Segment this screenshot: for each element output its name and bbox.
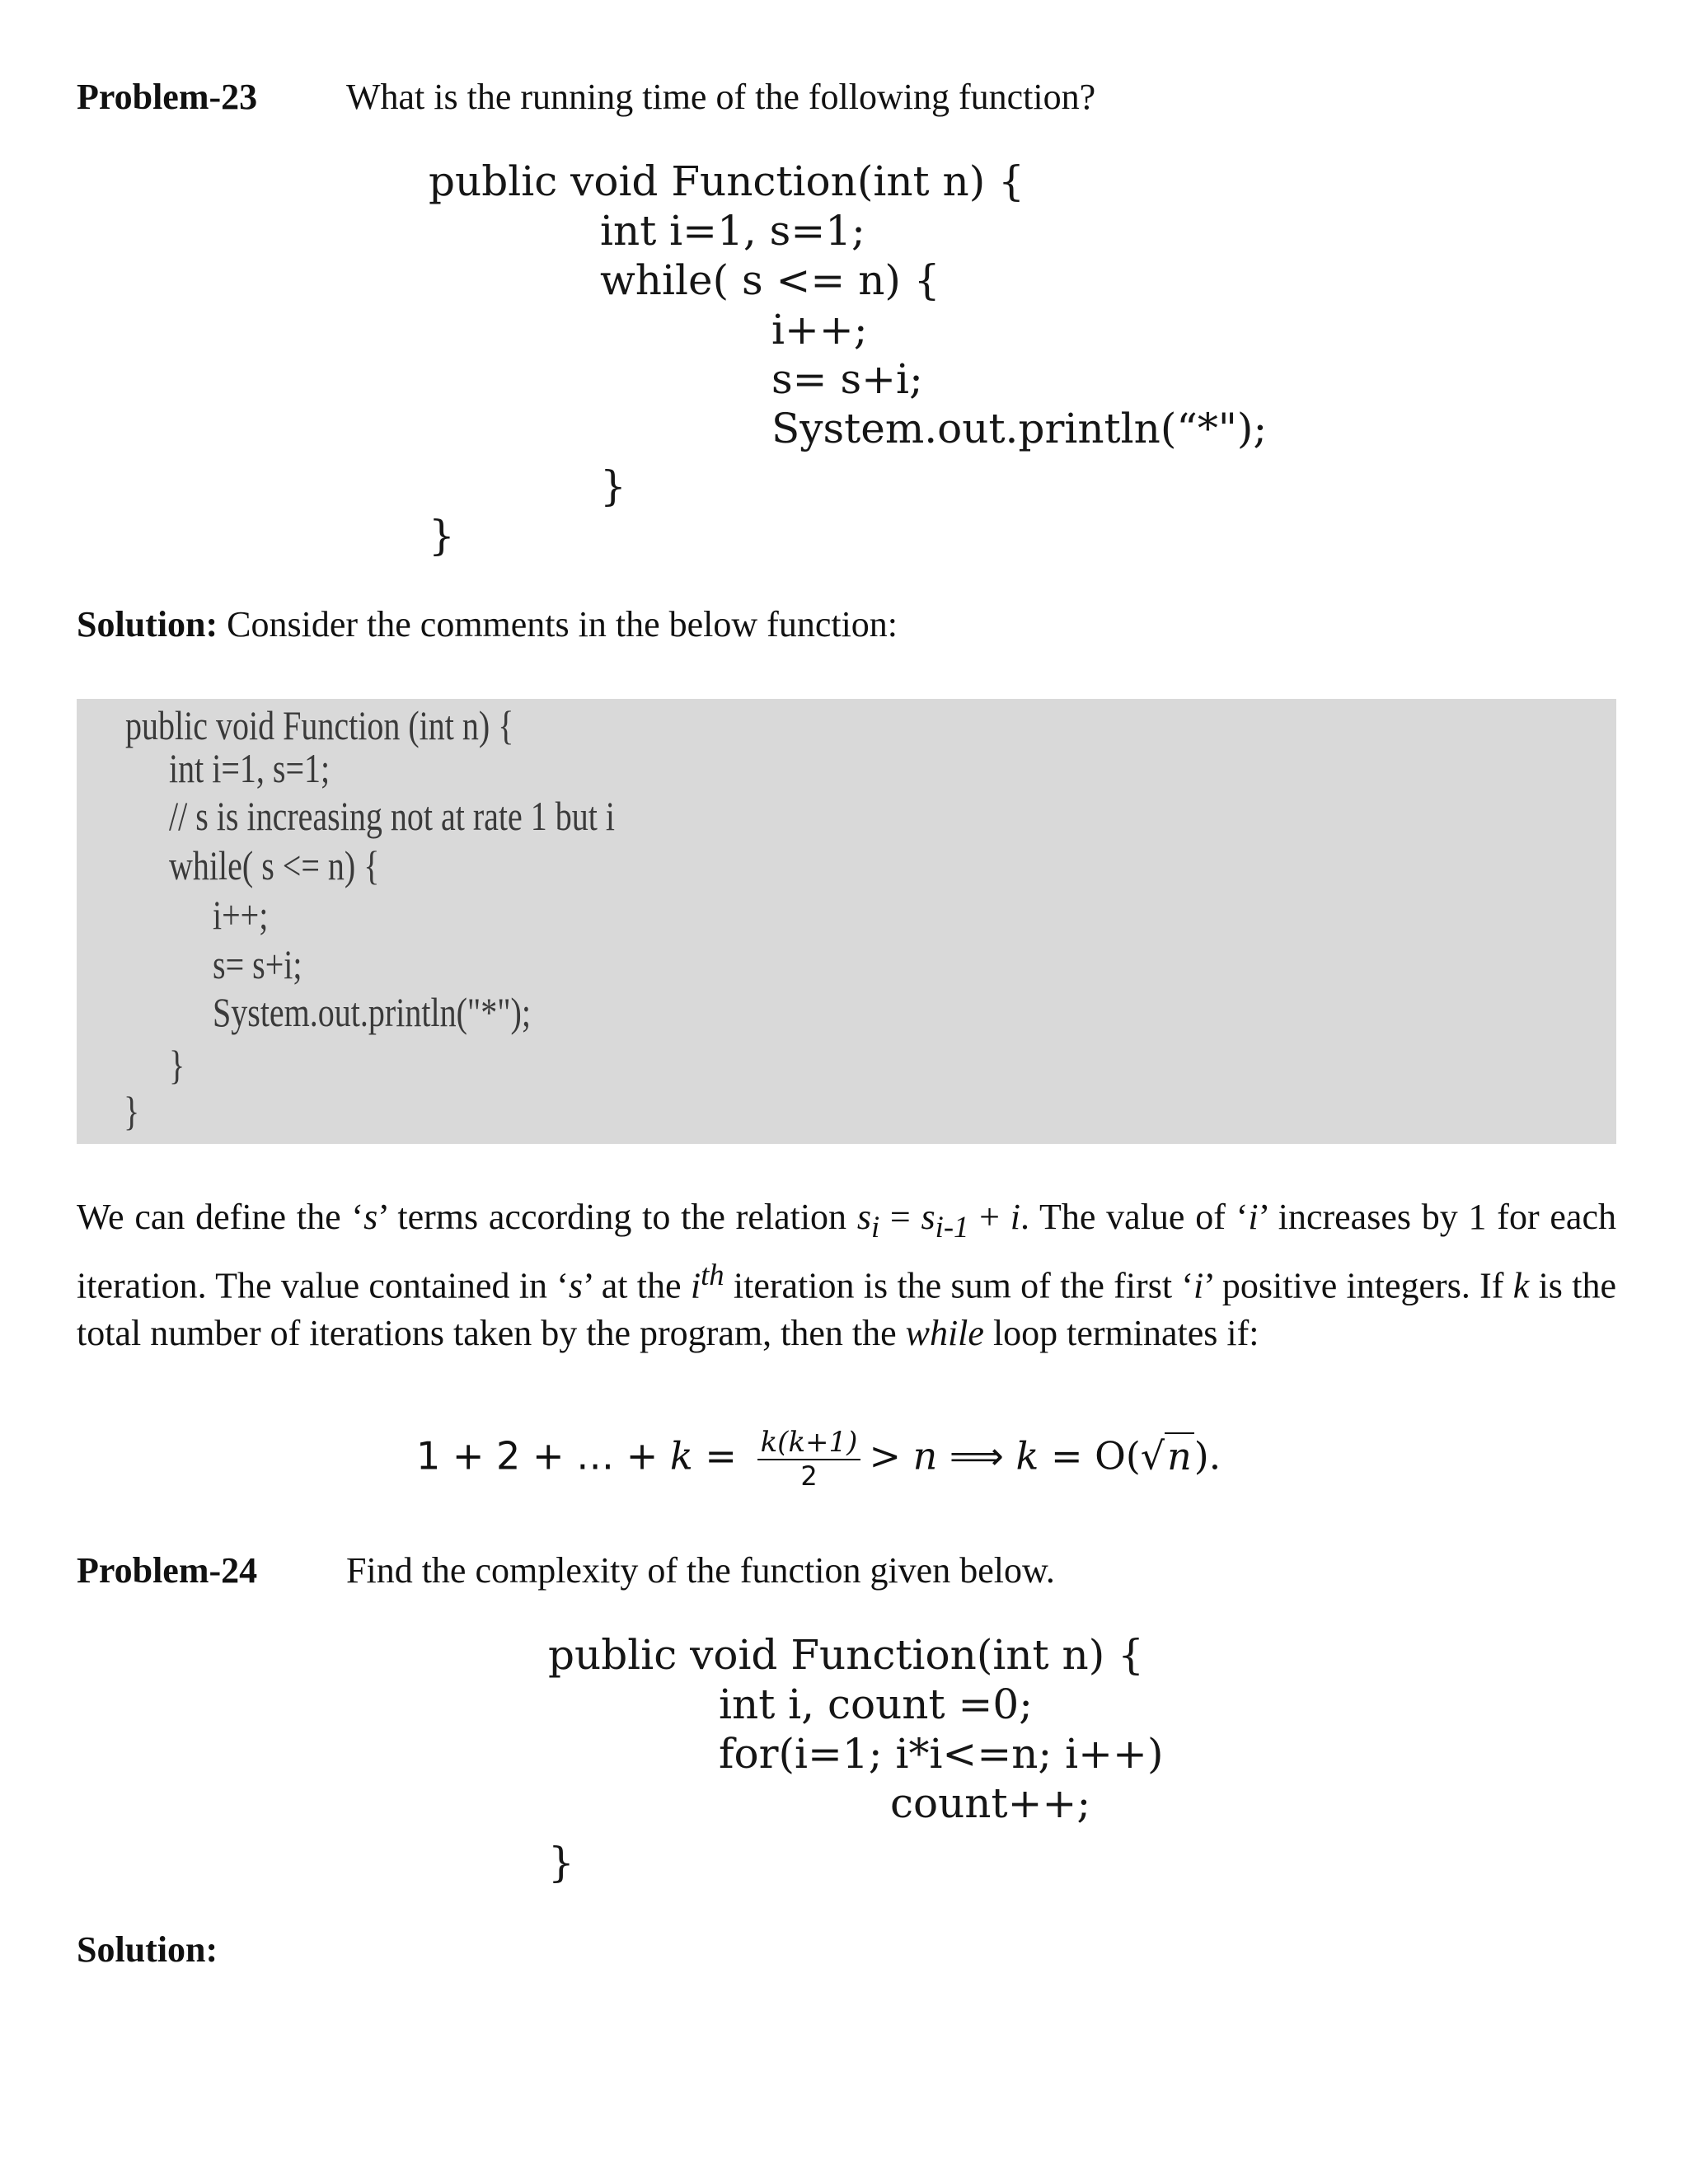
code-line: public void Function(int n) { xyxy=(429,157,1025,205)
explanation-paragraph: We can define the ‘s’ terms according to the relation $s_i = s_{i-1} + i$. The value of ‘i’ increases by 1 for each iteration. The value contained in ‘s’ at the $i^{th}$ iteration is the sum of the first ‘i’ positive integers. If k is the total number of iterations taken by the program, then the while loop terminates if: xyxy=(77,1197,1616,1354)
code-line: int i=1, s=1; xyxy=(600,207,865,255)
code-line: } xyxy=(429,512,455,560)
code-line: while( s <= n) { xyxy=(600,256,940,304)
solution-23-label: Solution: xyxy=(77,604,218,644)
code-line: // s is increasing not at rate 1 but i xyxy=(169,793,615,839)
fraction: $\frac{k(k+1)}{2}$ xyxy=(757,1426,861,1492)
code-line: public void Function (int n) { xyxy=(125,702,514,748)
code-line: s= s+i; xyxy=(213,941,302,987)
problem-23-question: What is the running time of the following function? xyxy=(346,77,1096,117)
solution-23-intro: Consider the comments in the below function: xyxy=(227,604,898,644)
problem-23-label: Problem-23 xyxy=(77,77,258,117)
code-line: int i, count =0; xyxy=(719,1680,1034,1728)
code-line: System.out.println("*"); xyxy=(213,989,531,1035)
code-line: i++; xyxy=(213,892,269,938)
code-line: count++; xyxy=(890,1779,1091,1827)
problem-24-label: Problem-24 xyxy=(77,1550,258,1591)
code-line: public void Function(int n) { xyxy=(548,1631,1144,1679)
solution-24-label: Solution: xyxy=(77,1929,218,1970)
code-line: } xyxy=(548,1839,574,1886)
code-line: } xyxy=(600,462,626,510)
code-line: } xyxy=(124,1088,140,1134)
code-line: while( s <= n) { xyxy=(169,842,380,888)
problem-24-question: Find the complexity of the function given below. xyxy=(346,1550,1055,1591)
code-line: for(i=1; i*i<=n; i++) xyxy=(719,1730,1164,1778)
solution-23-heading xyxy=(77,603,898,645)
code-line: int i=1, s=1; xyxy=(169,745,331,791)
code-line: s= s+i; xyxy=(771,355,923,403)
code-line: System.out.println(“*"); xyxy=(771,405,1268,452)
code-line: } xyxy=(169,1042,185,1088)
code-line: i++; xyxy=(771,306,868,354)
summation-equation: 1 + 2 + … + k = $\frac{k(k+1)}{2}$ > n ⟹ k = O(√n). xyxy=(416,1426,1221,1492)
